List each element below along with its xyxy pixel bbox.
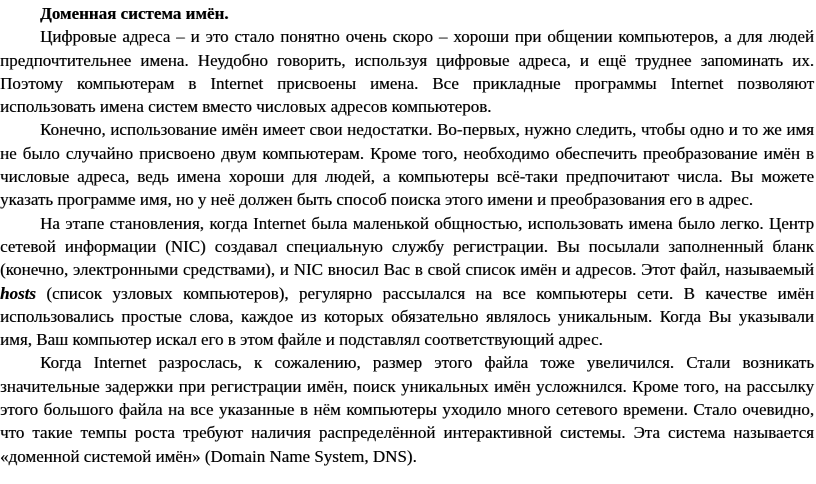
- paragraph-2: Конечно, использование имён имеет свои недостатки. Во-первых, нужно следить, чтобы одно и то же имя не было случайно присвоено двум компьютерам. Кроме того, необходимо обеспечить преобразование имён в числовые адреса, ведь имена хороши для людей, а компьютеры всё-таки предпочитают числа. Вы можете указать программе имя, но у неё должен быть способ поиска этого имени и преобразования его в адрес.: [0, 120, 814, 210]
- hosts-term: hosts: [0, 283, 36, 303]
- paragraph-1: Цифровые адреса – и это стало понятно очень скоро – хороши при общении компьютеров, а для людей предпочтительнее имена. Неудобно говорить, используя цифровые адреса, и ещё труднее запоминать их. Поэтому компьютерам в Internet присвоены имена. Все прикладные программы Internet позволяют использовать имена систем вместо числовых адресов компьютеров.: [0, 27, 814, 117]
- document-title: Доменная система имён.: [40, 4, 229, 23]
- paragraph-3: [0, 212, 814, 352]
- paragraph-3-text-before: На этапе становления, когда Internet была маленькой общностью, использовать имена было легко. Центр сетевой информации (NIC) создавал специальную службу регистрации. Вы посылали заполненный бланк (конечно, электронными средствами), и NIC вносил Вас в свой список имён и адресов. Этот файл, называемый: [0, 213, 814, 280]
- paragraph-3-text-after: (список узловых компьютеров), регулярно рассылался на все компьютеры сети. В качестве имён использовались простые слова, каждое из которых обязательно являлось уникальным. Когда Вы указывали имя, Ваш компьютер искал его в этом файле и подставлял соответствующий адрес.: [0, 283, 814, 350]
- paragraph-4: Когда Internet разрослась, к сожалению, размер этого файла тоже увеличился. Стали возникать значительные задержки при регистрации имён, поиск уникальных имён усложнился. Кроме того, на рассылку этого большого файла на все указанные в нём компьютеры уходило много сетевого времени. Стало очевидно, что такие темпы роста требуют наличия распределённой интерактивной системы. Эта система называется «доменной системой имён» (Domain Name System, DNS).: [0, 353, 814, 466]
